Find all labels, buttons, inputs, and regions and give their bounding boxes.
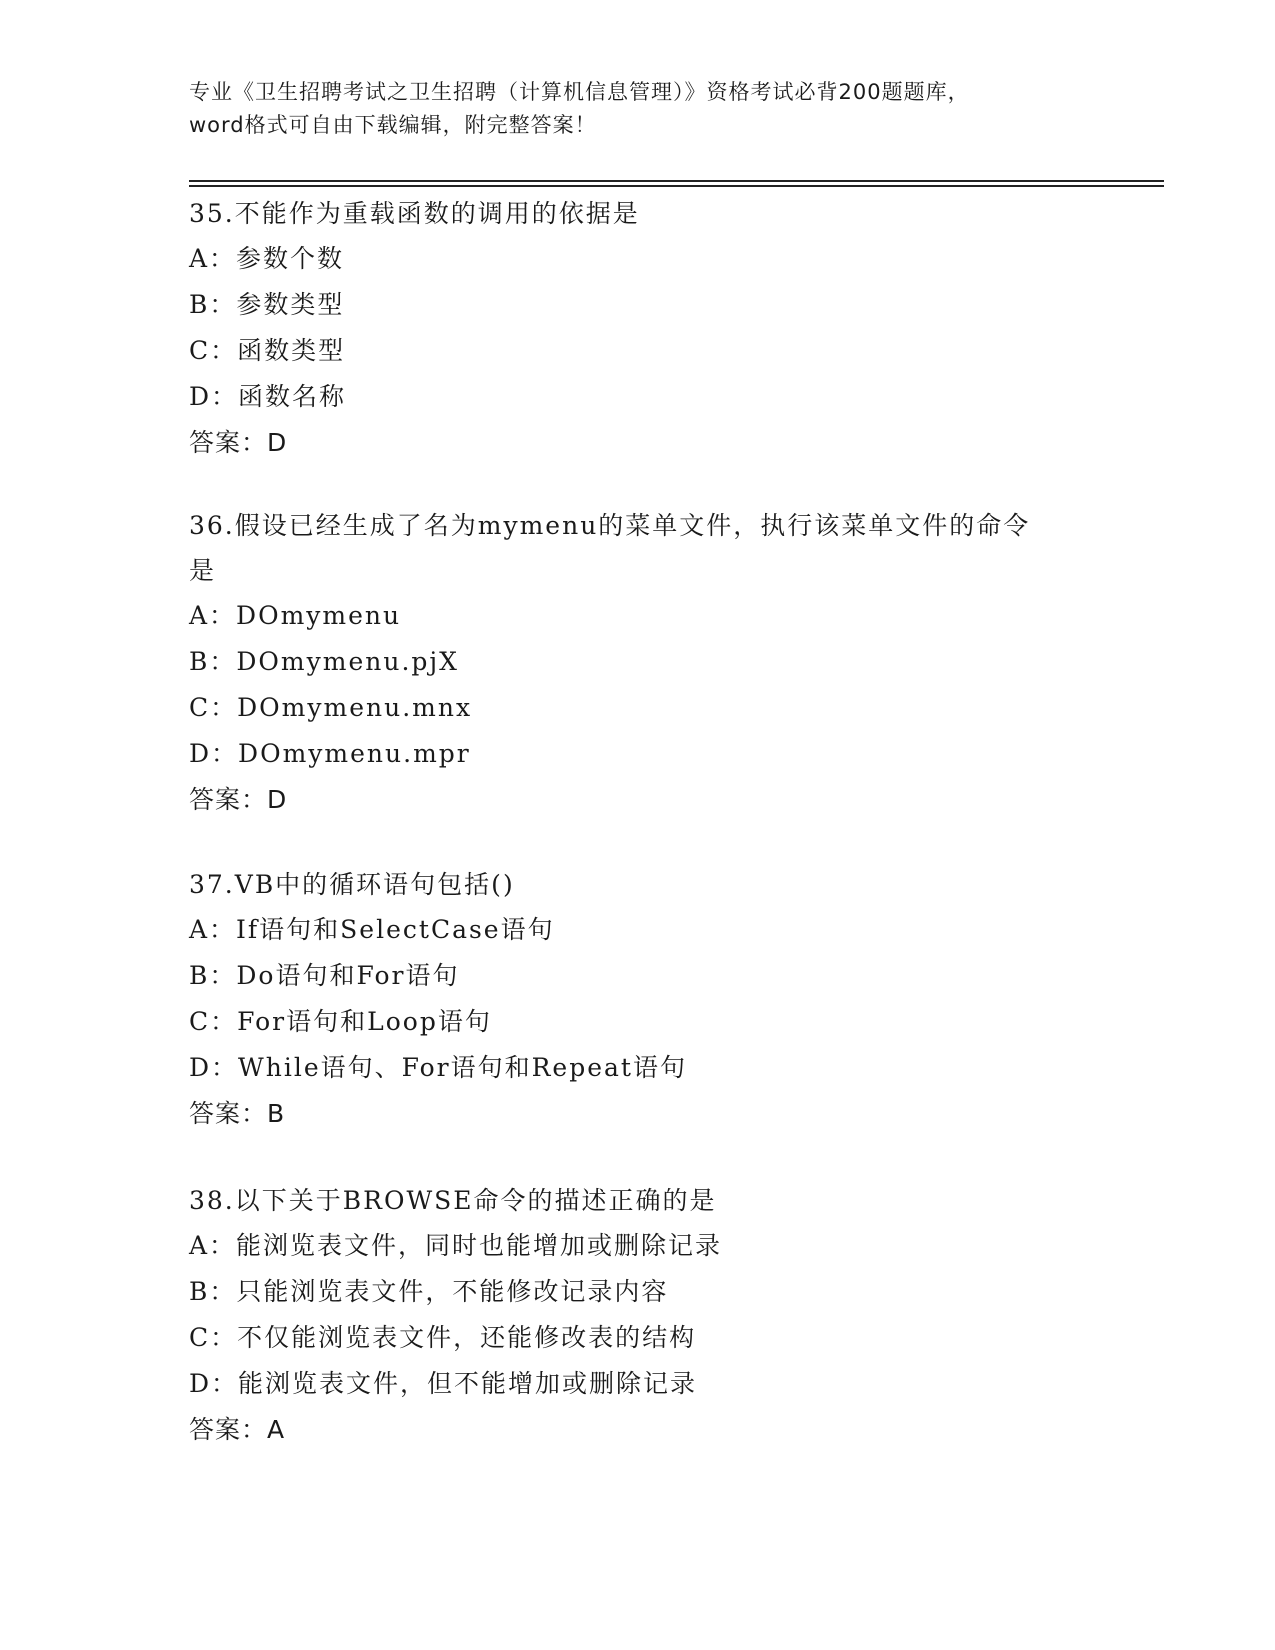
option-b: B：参数类型: [189, 290, 345, 319]
option-c: C：For语句和Loop语句: [189, 1007, 492, 1036]
option-c: C：不仅能浏览表文件，还能修改表的结构: [189, 1323, 697, 1352]
question-35: [189, 191, 1089, 466]
option-d: D：函数名称: [189, 382, 347, 411]
question-stem: 38.以下关于BROWSE命令的描述正确的是: [189, 1186, 717, 1215]
option-a: A：参数个数: [189, 244, 345, 273]
option-d: D：能浏览表文件，但不能增加或删除记录: [189, 1369, 698, 1398]
option-b: B：只能浏览表文件，不能修改记录内容: [189, 1277, 669, 1306]
question-stem: 36.假设已经生成了名为mymenu的菜单文件，执行该菜单文件的命令是: [189, 511, 1031, 585]
question-stem: 37.VB中的循环语句包括(): [189, 870, 515, 899]
question-36: [189, 503, 1089, 823]
option-c: C：DOmymenu.mnx: [189, 693, 473, 722]
option-c: C：函数类型: [189, 336, 346, 365]
answer-label: 答案：A: [189, 1415, 286, 1444]
option-a: A：能浏览表文件，同时也能增加或删除记录: [189, 1231, 723, 1260]
page-header: [189, 76, 1089, 142]
option-d: D：DOmymenu.mpr: [189, 739, 471, 768]
answer-label: 答案：D: [189, 428, 288, 457]
header-divider-top: [189, 180, 1164, 182]
header-divider-bottom: [189, 185, 1164, 187]
question-38: [189, 1178, 1089, 1453]
header-line-2: word格式可自由下载编辑，附完整答案！: [189, 113, 597, 137]
option-b: B：DOmymenu.pjX: [189, 647, 459, 676]
option-d: D：While语句、For语句和Repeat语句: [189, 1053, 687, 1082]
answer-label: 答案：B: [189, 1099, 286, 1128]
question-37: [189, 862, 1089, 1137]
question-stem: 35.不能作为重载函数的调用的依据是: [189, 199, 640, 228]
header-line-1: 专业《卫生招聘考试之卫生招聘（计算机信息管理）》资格考试必背200题题库，: [189, 80, 970, 104]
answer-label: 答案：D: [189, 785, 288, 814]
option-a: A：If语句和SelectCase语句: [189, 915, 555, 944]
option-b: B：Do语句和For语句: [189, 961, 460, 990]
option-a: A：DOmymenu: [189, 601, 402, 630]
